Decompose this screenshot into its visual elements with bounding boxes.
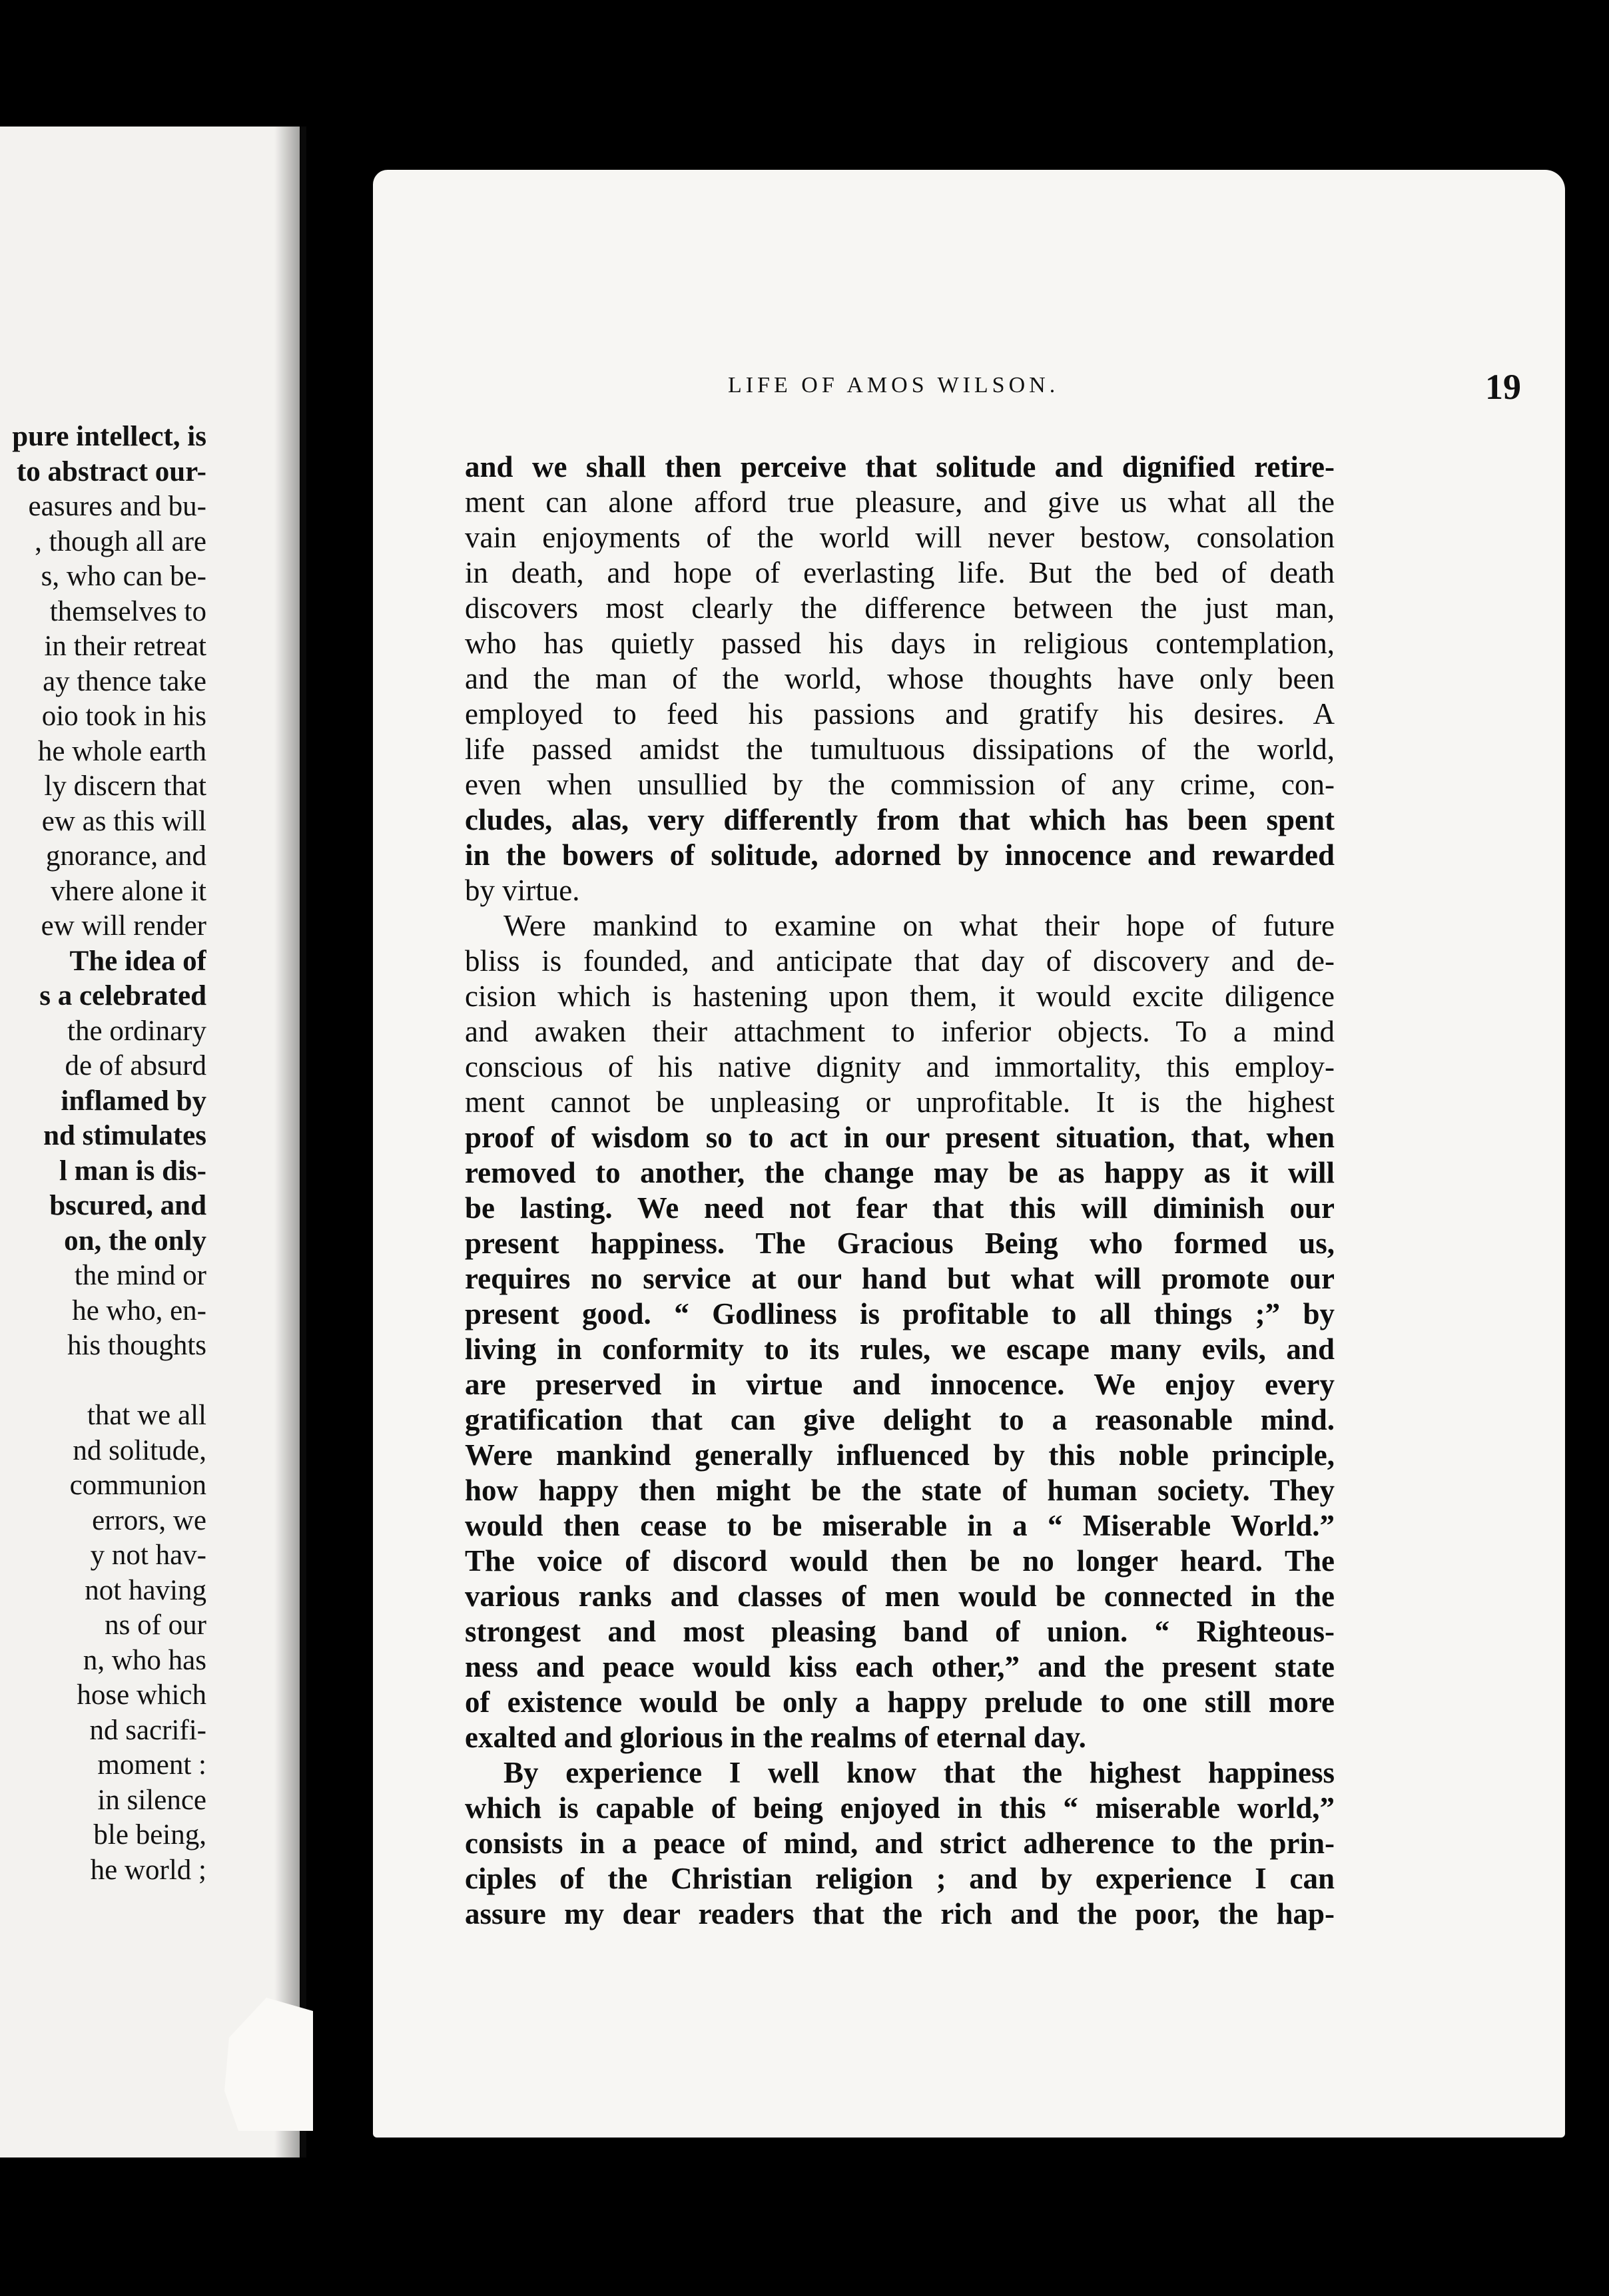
previous-page-line: oio took in his bbox=[41, 701, 206, 732]
text-line: and we shall then perceive that solitude and dignified retire- bbox=[465, 450, 1335, 483]
previous-page-line: moment : bbox=[97, 1749, 206, 1781]
previous-page-line: nd sacrifi- bbox=[89, 1714, 206, 1746]
text-line: The voice of discord would then be no longer heard. The bbox=[465, 1544, 1335, 1578]
text-line: of existence would be only a happy prelude to one still more bbox=[465, 1685, 1335, 1719]
previous-page-line: in silence bbox=[97, 1784, 206, 1816]
text-line: discovers most clearly the difference between the just man, bbox=[465, 591, 1335, 625]
text-line: ment can alone afford true pleasure, and give us what all the bbox=[465, 485, 1335, 519]
previous-page-line: y not hav- bbox=[90, 1540, 206, 1571]
paragraph bbox=[465, 449, 1335, 908]
previous-page-line: s a celebrated bbox=[39, 980, 206, 1011]
text-line: ness and peace would kiss each other,” and the present state bbox=[465, 1650, 1335, 1683]
previous-page-line: l man is dis- bbox=[59, 1155, 206, 1187]
text-line: By experience I well know that the highest happiness bbox=[503, 1756, 1335, 1789]
previous-page-line: his thoughts bbox=[67, 1330, 206, 1361]
text-line: cision which is hastening upon them, it would excite diligence bbox=[465, 980, 1335, 1013]
previous-page-line: vhere alone it bbox=[50, 875, 206, 907]
text-line: how happy then might be the state of human society. They bbox=[465, 1474, 1335, 1507]
previous-page-line: ew as this will bbox=[41, 805, 206, 837]
previous-page-line: bscured, and bbox=[49, 1190, 206, 1221]
previous-page-line: ay thence take bbox=[43, 665, 206, 697]
previous-page-line: ble being, bbox=[93, 1819, 206, 1851]
text-line: vain enjoyments of the world will never bestow, consolation bbox=[465, 521, 1335, 554]
text-line: and the man of the world, whose thoughts have only been bbox=[465, 662, 1335, 695]
previous-page-line: pure intellect, is bbox=[12, 421, 206, 452]
text-line: living in conformity to its rules, we escape many evils, and bbox=[465, 1332, 1335, 1366]
text-line: who has quietly passed his days in religious contemplation, bbox=[465, 627, 1335, 660]
text-line: would then cease to be miserable in a “ Miserable World.” bbox=[465, 1509, 1335, 1542]
previous-page-line: not having bbox=[85, 1574, 206, 1606]
previous-page-line: the ordinary bbox=[67, 1015, 206, 1047]
page-number: 19 bbox=[1485, 367, 1521, 407]
text-line: bliss is founded, and anticipate that day of discovery and de- bbox=[465, 944, 1335, 978]
text-line: ciples of the Christian religion ; and by experience I can bbox=[465, 1862, 1335, 1895]
text-line: conscious of his native dignity and immortality, this employ- bbox=[465, 1050, 1335, 1083]
text-line: be lasting. We need not fear that this will diminish our bbox=[465, 1191, 1335, 1225]
previous-page-line: the mind or bbox=[74, 1260, 206, 1291]
text-line: which is capable of being enjoyed in this “ miserable world,” bbox=[465, 1791, 1335, 1825]
previous-page-line: themselves to bbox=[49, 595, 206, 627]
text-line: present happiness. The Gracious Being who formed us, bbox=[465, 1227, 1335, 1260]
text-line: assure my dear readers that the rich and the poor, the hap- bbox=[465, 1897, 1335, 1930]
text-line: life passed amidst the tumultuous dissipations of the world, bbox=[465, 732, 1335, 766]
text-line: cludes, alas, very differently from that which has been spent bbox=[465, 803, 1335, 836]
paragraph bbox=[465, 1755, 1335, 1932]
text-line: removed to another, the change may be as happy as it will bbox=[465, 1156, 1335, 1189]
previous-page-line: in their retreat bbox=[44, 631, 206, 662]
previous-page-line: inflamed by bbox=[61, 1085, 206, 1117]
previous-page-line: , though all are bbox=[35, 525, 206, 557]
previous-page-line: ly discern that bbox=[44, 770, 206, 802]
text-line: in death, and hope of everlasting life. But the bed of death bbox=[465, 556, 1335, 589]
previous-page-line: he whole earth bbox=[37, 735, 206, 767]
text-line: requires no service at our hand but what will promote our bbox=[465, 1262, 1335, 1295]
text-line: present good. “ Godliness is profitable to all things ;” by bbox=[465, 1297, 1335, 1330]
text-line: are preserved in virtue and innocence. We enjoy every bbox=[465, 1368, 1335, 1401]
previous-page-line: nd stimulates bbox=[43, 1120, 206, 1151]
previous-page-line: nd solitude, bbox=[73, 1434, 206, 1466]
text-line: ment cannot be unpleasing or unprofitable. It is the highest bbox=[465, 1085, 1335, 1119]
previous-page-line: to abstract our- bbox=[16, 455, 206, 487]
text-line: gratification that can give delight to a reasonable mind. bbox=[465, 1403, 1335, 1436]
text-line: consists in a peace of mind, and strict adherence to the prin- bbox=[465, 1827, 1335, 1860]
body-text bbox=[465, 449, 1335, 1932]
previous-page-line: on, the only bbox=[64, 1225, 206, 1257]
text-line: Were mankind to examine on what their hope of future bbox=[503, 909, 1335, 942]
previous-page-line: he world ; bbox=[90, 1854, 206, 1886]
previous-page-line: s, who can be- bbox=[41, 561, 206, 592]
text-line: Were mankind generally influenced by this noble principle, bbox=[465, 1438, 1335, 1472]
text-line: proof of wisdom so to act in our present situation, that, when bbox=[465, 1121, 1335, 1154]
previous-page bbox=[0, 127, 306, 2157]
previous-page-line: errors, we bbox=[92, 1504, 206, 1536]
text-line: even when unsullied by the commission of any crime, con- bbox=[465, 768, 1335, 801]
previous-page-line: easures and bu- bbox=[28, 491, 206, 522]
previous-page-line: de of absurd bbox=[65, 1050, 206, 1081]
text-line: employed to feed his passions and gratify his desires. A bbox=[465, 697, 1335, 730]
previous-page-line: ew will render bbox=[41, 910, 206, 942]
text-line: and awaken their attachment to inferior objects. To a mind bbox=[465, 1015, 1335, 1048]
previous-page-line: gnorance, and bbox=[45, 840, 206, 872]
previous-page-line: The idea of bbox=[69, 945, 206, 977]
previous-page-line: communion bbox=[69, 1470, 206, 1501]
paragraph bbox=[465, 908, 1335, 1755]
previous-page-line: he who, en- bbox=[72, 1294, 206, 1326]
previous-page-line: hose which bbox=[77, 1679, 206, 1711]
text-line: strongest and most pleasing band of union. “ Righteous- bbox=[465, 1615, 1335, 1648]
previous-page-text bbox=[0, 420, 206, 1888]
text-line: exalted and glorious in the realms of eternal day. bbox=[465, 1721, 1086, 1754]
previous-page-line: n, who has bbox=[83, 1644, 206, 1676]
previous-page-gap bbox=[0, 1364, 206, 1399]
previous-page-line: that we all bbox=[87, 1400, 206, 1431]
running-head: LIFE OF AMOS WILSON. bbox=[728, 373, 1060, 398]
text-line: by virtue. bbox=[465, 874, 580, 907]
book-page bbox=[373, 170, 1565, 2138]
text-line: various ranks and classes of men would be connected in the bbox=[465, 1579, 1335, 1613]
page-header bbox=[373, 366, 1565, 406]
text-line: in the bowers of solitude, adorned by innocence and rewarded bbox=[465, 838, 1335, 872]
previous-page-line: ns of our bbox=[105, 1609, 206, 1641]
